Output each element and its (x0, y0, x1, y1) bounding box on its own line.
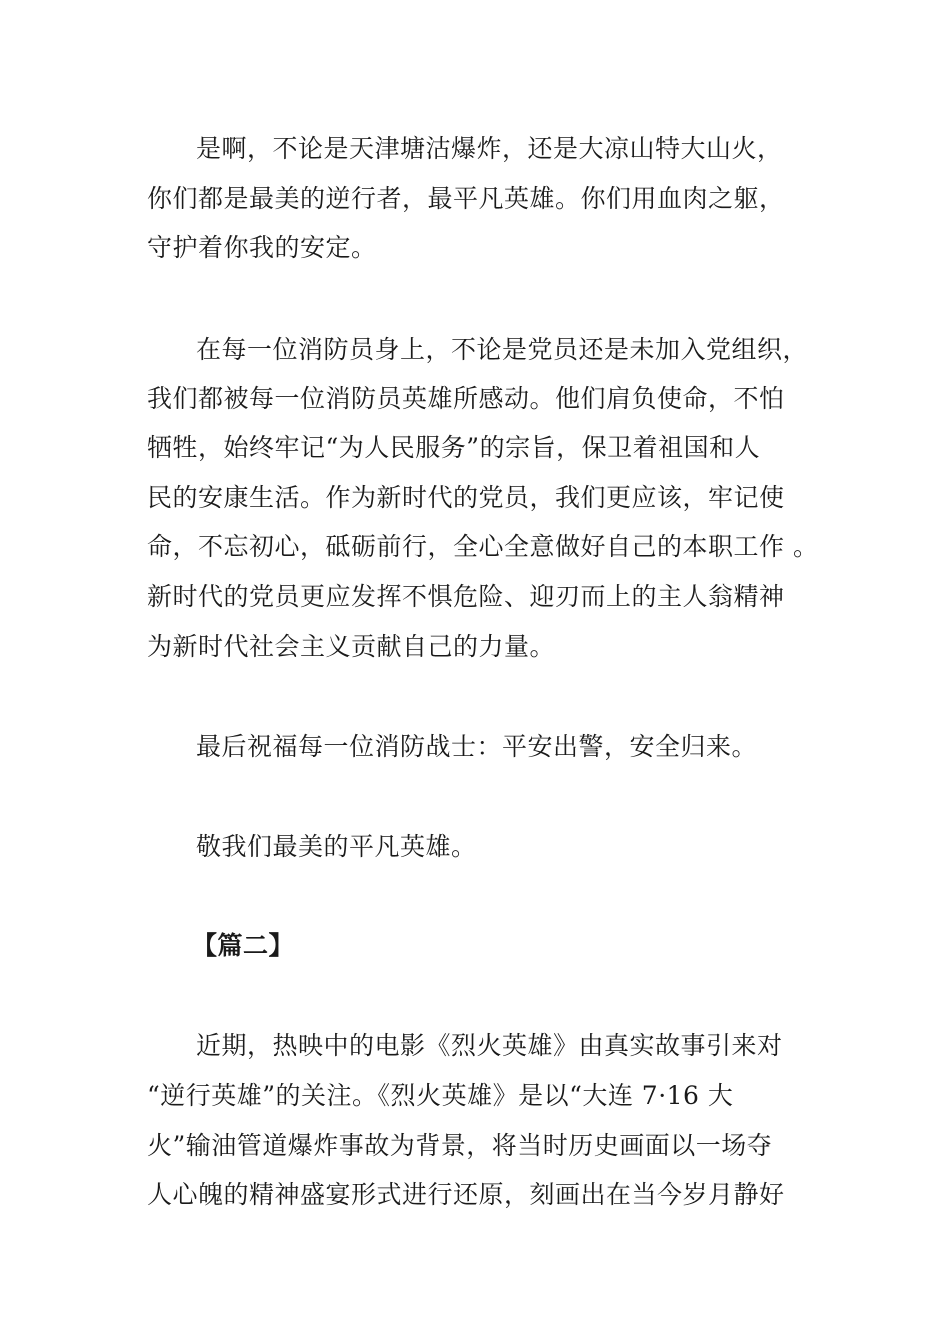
paragraph-line: 为新时代社会主义贡献自己的力量。 (147, 632, 556, 661)
paragraph-line: 在每一位消防员身上，不论是党员还是未加入党组织， (196, 335, 809, 364)
paragraph-line: 火”输油管道爆炸事故为背景，将当时历史画面以一场夺 (147, 1131, 773, 1160)
paragraph-line: 敬我们最美的平凡英雄。 (196, 832, 477, 861)
paragraph-line: 你们都是最美的逆行者，最平凡英雄。你们用血肉之躯， (147, 184, 785, 213)
paragraph-line: 命，不忘初心，砥砺前行，全心全意做好自己的本职工作 。 (147, 532, 819, 561)
paragraph-line: 我们都被每一位消防员英雄所感动。他们肩负使命，不怕 (147, 384, 785, 413)
paragraph-line: 牺牲，始终牢记“为人民服务”的宗旨，保卫着祖国和人 (147, 433, 761, 462)
paragraph-line: 近期，热映中的电影《烈火英雄》由真实故事引来对 (196, 1031, 783, 1060)
section-heading: 【篇二】 (192, 931, 295, 960)
paragraph-line: 人心魄的精神盛宴形式进行还原，刻画出在当今岁月静好 (147, 1180, 785, 1209)
paragraph-line: 新时代的党员更应发挥不惧危险、迎刃而上的主人翁精神 (147, 582, 785, 611)
paragraph-line: 民的安康生活。作为新时代的党员，我们更应该，牢记使 (147, 483, 785, 512)
paragraph-line: 守护着你我的安定。 (147, 233, 377, 262)
paragraph-line: 最后祝福每一位消防战士：平安出警，安全归来。 (196, 732, 758, 761)
paragraph-line: “逆行英雄”的关注。《烈火英雄》是以“大连 7·16 大 (147, 1081, 734, 1110)
paragraph-line: 是啊，不论是天津塘沽爆炸，还是大凉山特大山火， (196, 134, 783, 163)
